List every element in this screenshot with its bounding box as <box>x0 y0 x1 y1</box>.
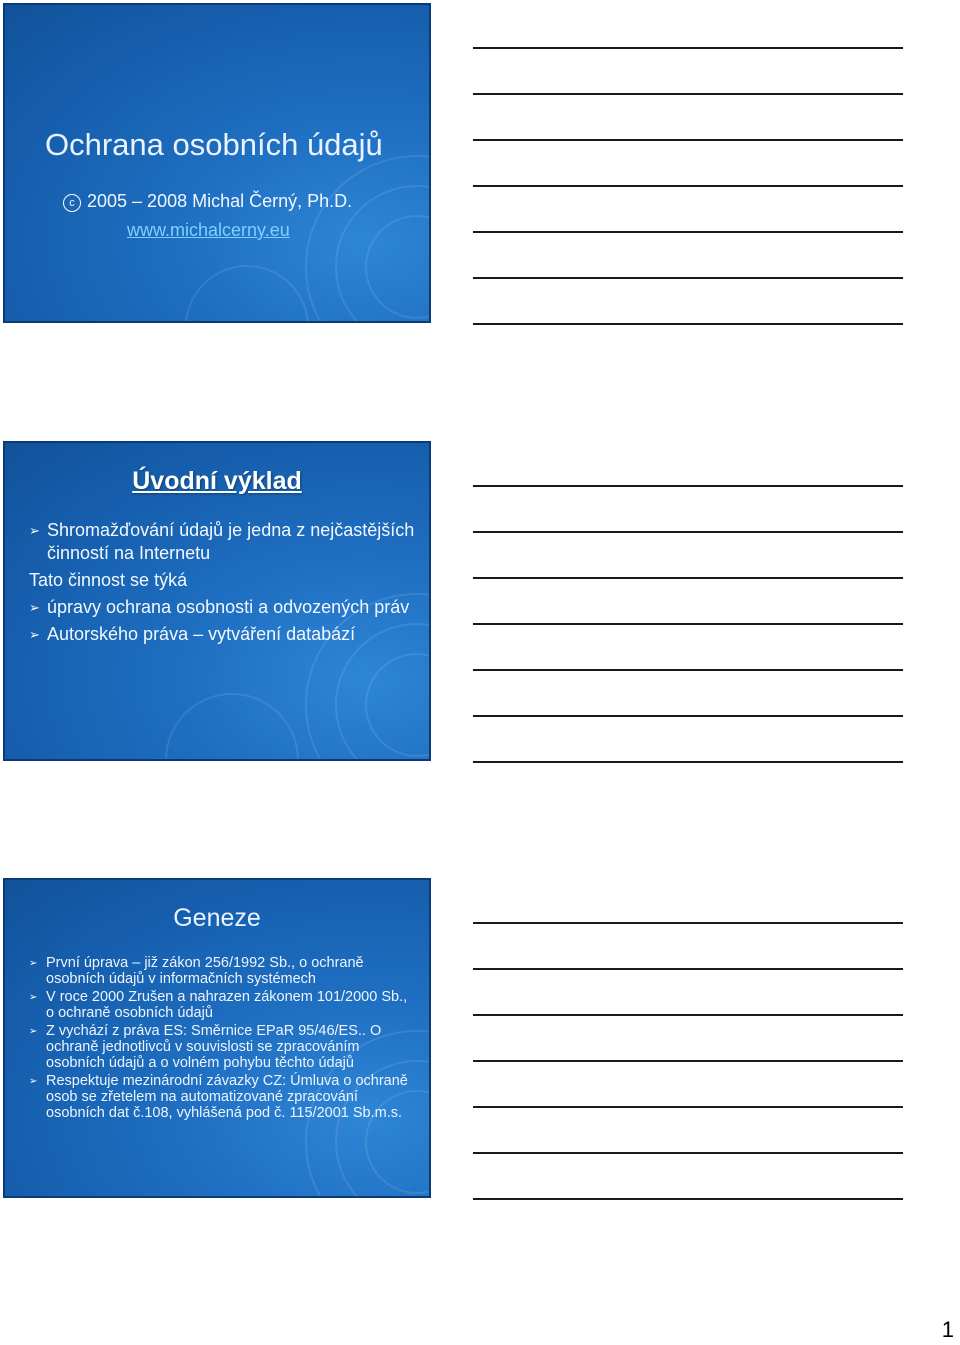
arrow-bullet-icon: ➢ <box>29 600 40 615</box>
notes-line <box>473 761 903 763</box>
notes-line <box>473 1014 903 1016</box>
notes-line <box>473 968 903 970</box>
notes-line <box>473 485 903 487</box>
list-item <box>29 519 419 565</box>
list-item-text: úpravy ochrana osobnosti a odvozených práv <box>47 597 410 617</box>
page-number: 1 <box>941 1317 954 1342</box>
notes-line <box>473 715 903 717</box>
slide-1-title: Ochrana osobních údajů <box>45 127 383 162</box>
slide-3 <box>3 878 431 1198</box>
list-item-text: Autorského práva – vytváření databází <box>47 624 356 644</box>
list-item <box>29 569 419 592</box>
list-item-text: Respektuje mezinárodní závazky CZ: Úmluva o ochraně osob se zřetelem na automatizované zpracování osobních dat č.108, vyhlášená pod č. 115/2001 Sb.m.s. <box>46 1073 408 1121</box>
notes-line <box>473 231 903 233</box>
notes-line <box>473 139 903 141</box>
notes-line <box>473 531 903 533</box>
notes-line <box>473 922 903 924</box>
notes-line <box>473 577 903 579</box>
notes-line <box>473 1060 903 1062</box>
slide-3-title: Geneze <box>173 904 261 932</box>
slide-2 <box>3 441 431 761</box>
decorative-ring <box>165 693 299 761</box>
notes-line <box>473 623 903 625</box>
notes-line <box>473 277 903 279</box>
arrow-bullet-icon: ➢ <box>29 523 40 538</box>
list-item <box>29 623 419 646</box>
slide-1 <box>3 3 431 323</box>
list-item <box>29 955 419 987</box>
list-item-text: Z vychází z práva ES: Směrnice EPaR 95/46/ES.. O ochraně jednotlivců v souvislosti se zpracováním osobních údajů a o volném pohybu těchto údajů <box>46 1023 382 1071</box>
notes-line <box>473 1198 903 1200</box>
decorative-ring <box>185 265 309 323</box>
copyright-icon: c <box>63 194 81 212</box>
list-item <box>29 1023 419 1071</box>
list-item-text: První úprava – již zákon 256/1992 Sb., o ochraně osobních údajů v informačních systémech <box>46 955 364 987</box>
notes-line <box>473 93 903 95</box>
copyright-line <box>63 191 352 212</box>
arrow-bullet-icon: ➢ <box>29 958 38 969</box>
arrow-bullet-icon: ➢ <box>29 1076 38 1087</box>
copyright-text: 2005 – 2008 Michal Černý, Ph.D. <box>87 191 353 211</box>
notes-line <box>473 1152 903 1154</box>
arrow-bullet-icon: ➢ <box>29 992 38 1003</box>
list-item-text: Tato činnost se týká <box>29 570 188 590</box>
notes-line <box>473 323 903 325</box>
arrow-bullet-icon: ➢ <box>29 627 40 642</box>
list-item-text: Shromažďování údajů je jedna z nejčastějších činností na Internetu <box>47 520 415 563</box>
author-link[interactable]: www.michalcerny.eu <box>127 220 290 240</box>
slide-2-list <box>29 519 419 650</box>
list-item-text: V roce 2000 Zrušen a nahrazen zákonem 101/2000 Sb., o ochraně osobních údajů <box>46 989 408 1021</box>
slide-2-title: Úvodní výklad <box>132 467 302 495</box>
list-item <box>29 1073 419 1121</box>
notes-line <box>473 185 903 187</box>
arrow-bullet-icon: ➢ <box>29 1026 38 1037</box>
list-item <box>29 596 419 619</box>
notes-line <box>473 47 903 49</box>
notes-line <box>473 1106 903 1108</box>
notes-line <box>473 669 903 671</box>
slide-3-list <box>29 955 419 1123</box>
list-item <box>29 989 419 1021</box>
